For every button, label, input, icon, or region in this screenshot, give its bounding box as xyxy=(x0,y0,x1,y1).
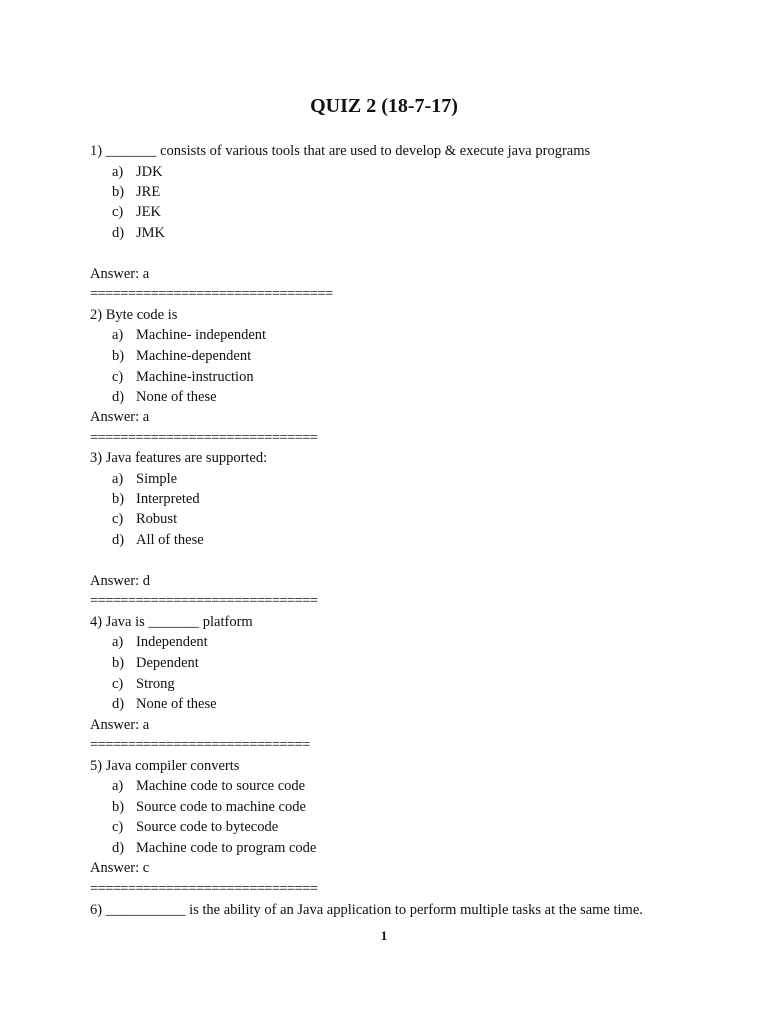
option-text: None of these xyxy=(136,389,217,405)
option-text: Robust xyxy=(136,511,178,527)
option-letter: d) xyxy=(112,389,125,405)
option-letter: b) xyxy=(112,491,125,507)
option-text: Machine code to program code xyxy=(136,840,317,856)
answer-1: Answer: a xyxy=(90,266,150,282)
option-letter: c) xyxy=(112,511,124,527)
question-4: 4) Java is _______ platform xyxy=(90,614,253,630)
option-text: Dependent xyxy=(136,655,199,671)
question-2: 2) Byte code is xyxy=(90,307,178,323)
option-letter: b) xyxy=(112,184,125,200)
option-text: All of these xyxy=(136,532,204,548)
option-text: JMK xyxy=(136,225,166,241)
separator-3: ============================== xyxy=(90,593,318,609)
answer-4: Answer: a xyxy=(90,717,150,733)
option-letter: a) xyxy=(112,327,124,343)
option-letter: d) xyxy=(112,696,125,712)
option-letter: b) xyxy=(112,655,125,671)
page-title: QUIZ 2 (18-7-17) xyxy=(310,95,458,117)
separator-5: ============================== xyxy=(90,881,318,897)
option-letter: a) xyxy=(112,471,124,487)
option-letter: d) xyxy=(112,840,125,856)
option-letter: c) xyxy=(112,369,124,385)
option-letter: c) xyxy=(112,204,124,220)
separator-1: ================================ xyxy=(90,286,333,302)
option-text: Independent xyxy=(136,634,208,650)
option-letter: d) xyxy=(112,532,125,548)
option-letter: a) xyxy=(112,778,124,794)
option-letter: c) xyxy=(112,819,124,835)
page-number: 1 xyxy=(380,928,388,943)
option-letter: a) xyxy=(112,634,124,650)
option-text: JEK xyxy=(136,204,161,220)
question-3: 3) Java features are supported: xyxy=(90,450,268,466)
option-text: Simple xyxy=(136,471,178,487)
option-letter: c) xyxy=(112,676,124,692)
option-text: JRE xyxy=(136,184,161,200)
option-text: Interpreted xyxy=(136,491,200,507)
option-text: Machine-dependent xyxy=(136,348,252,364)
option-text: Source code to machine code xyxy=(136,799,306,815)
separator-4: ============================= xyxy=(90,737,310,753)
option-text: Machine- independent xyxy=(136,327,267,343)
option-letter: b) xyxy=(112,348,125,364)
option-letter: a) xyxy=(112,164,124,180)
option-text: Machine code to source code xyxy=(136,778,306,794)
option-text: Machine-instruction xyxy=(136,369,254,385)
question-1: 1) _______ consists of various tools that are used to develop & execute java programs xyxy=(90,143,591,159)
answer-5: Answer: c xyxy=(90,860,150,876)
separator-2: ============================== xyxy=(90,430,318,446)
option-text: None of these xyxy=(136,696,217,712)
option-text: Source code to bytecode xyxy=(136,819,279,835)
answer-2: Answer: a xyxy=(90,409,150,425)
option-letter: d) xyxy=(112,225,125,241)
question-5: 5) Java compiler converts xyxy=(90,758,240,774)
option-text: JDK xyxy=(136,164,163,180)
option-text: Strong xyxy=(136,676,175,692)
option-letter: b) xyxy=(112,799,125,815)
answer-3: Answer: d xyxy=(90,573,151,589)
question-6: 6) ___________ is the ability of an Java application to perform multiple tasks at the same time. xyxy=(90,902,643,918)
